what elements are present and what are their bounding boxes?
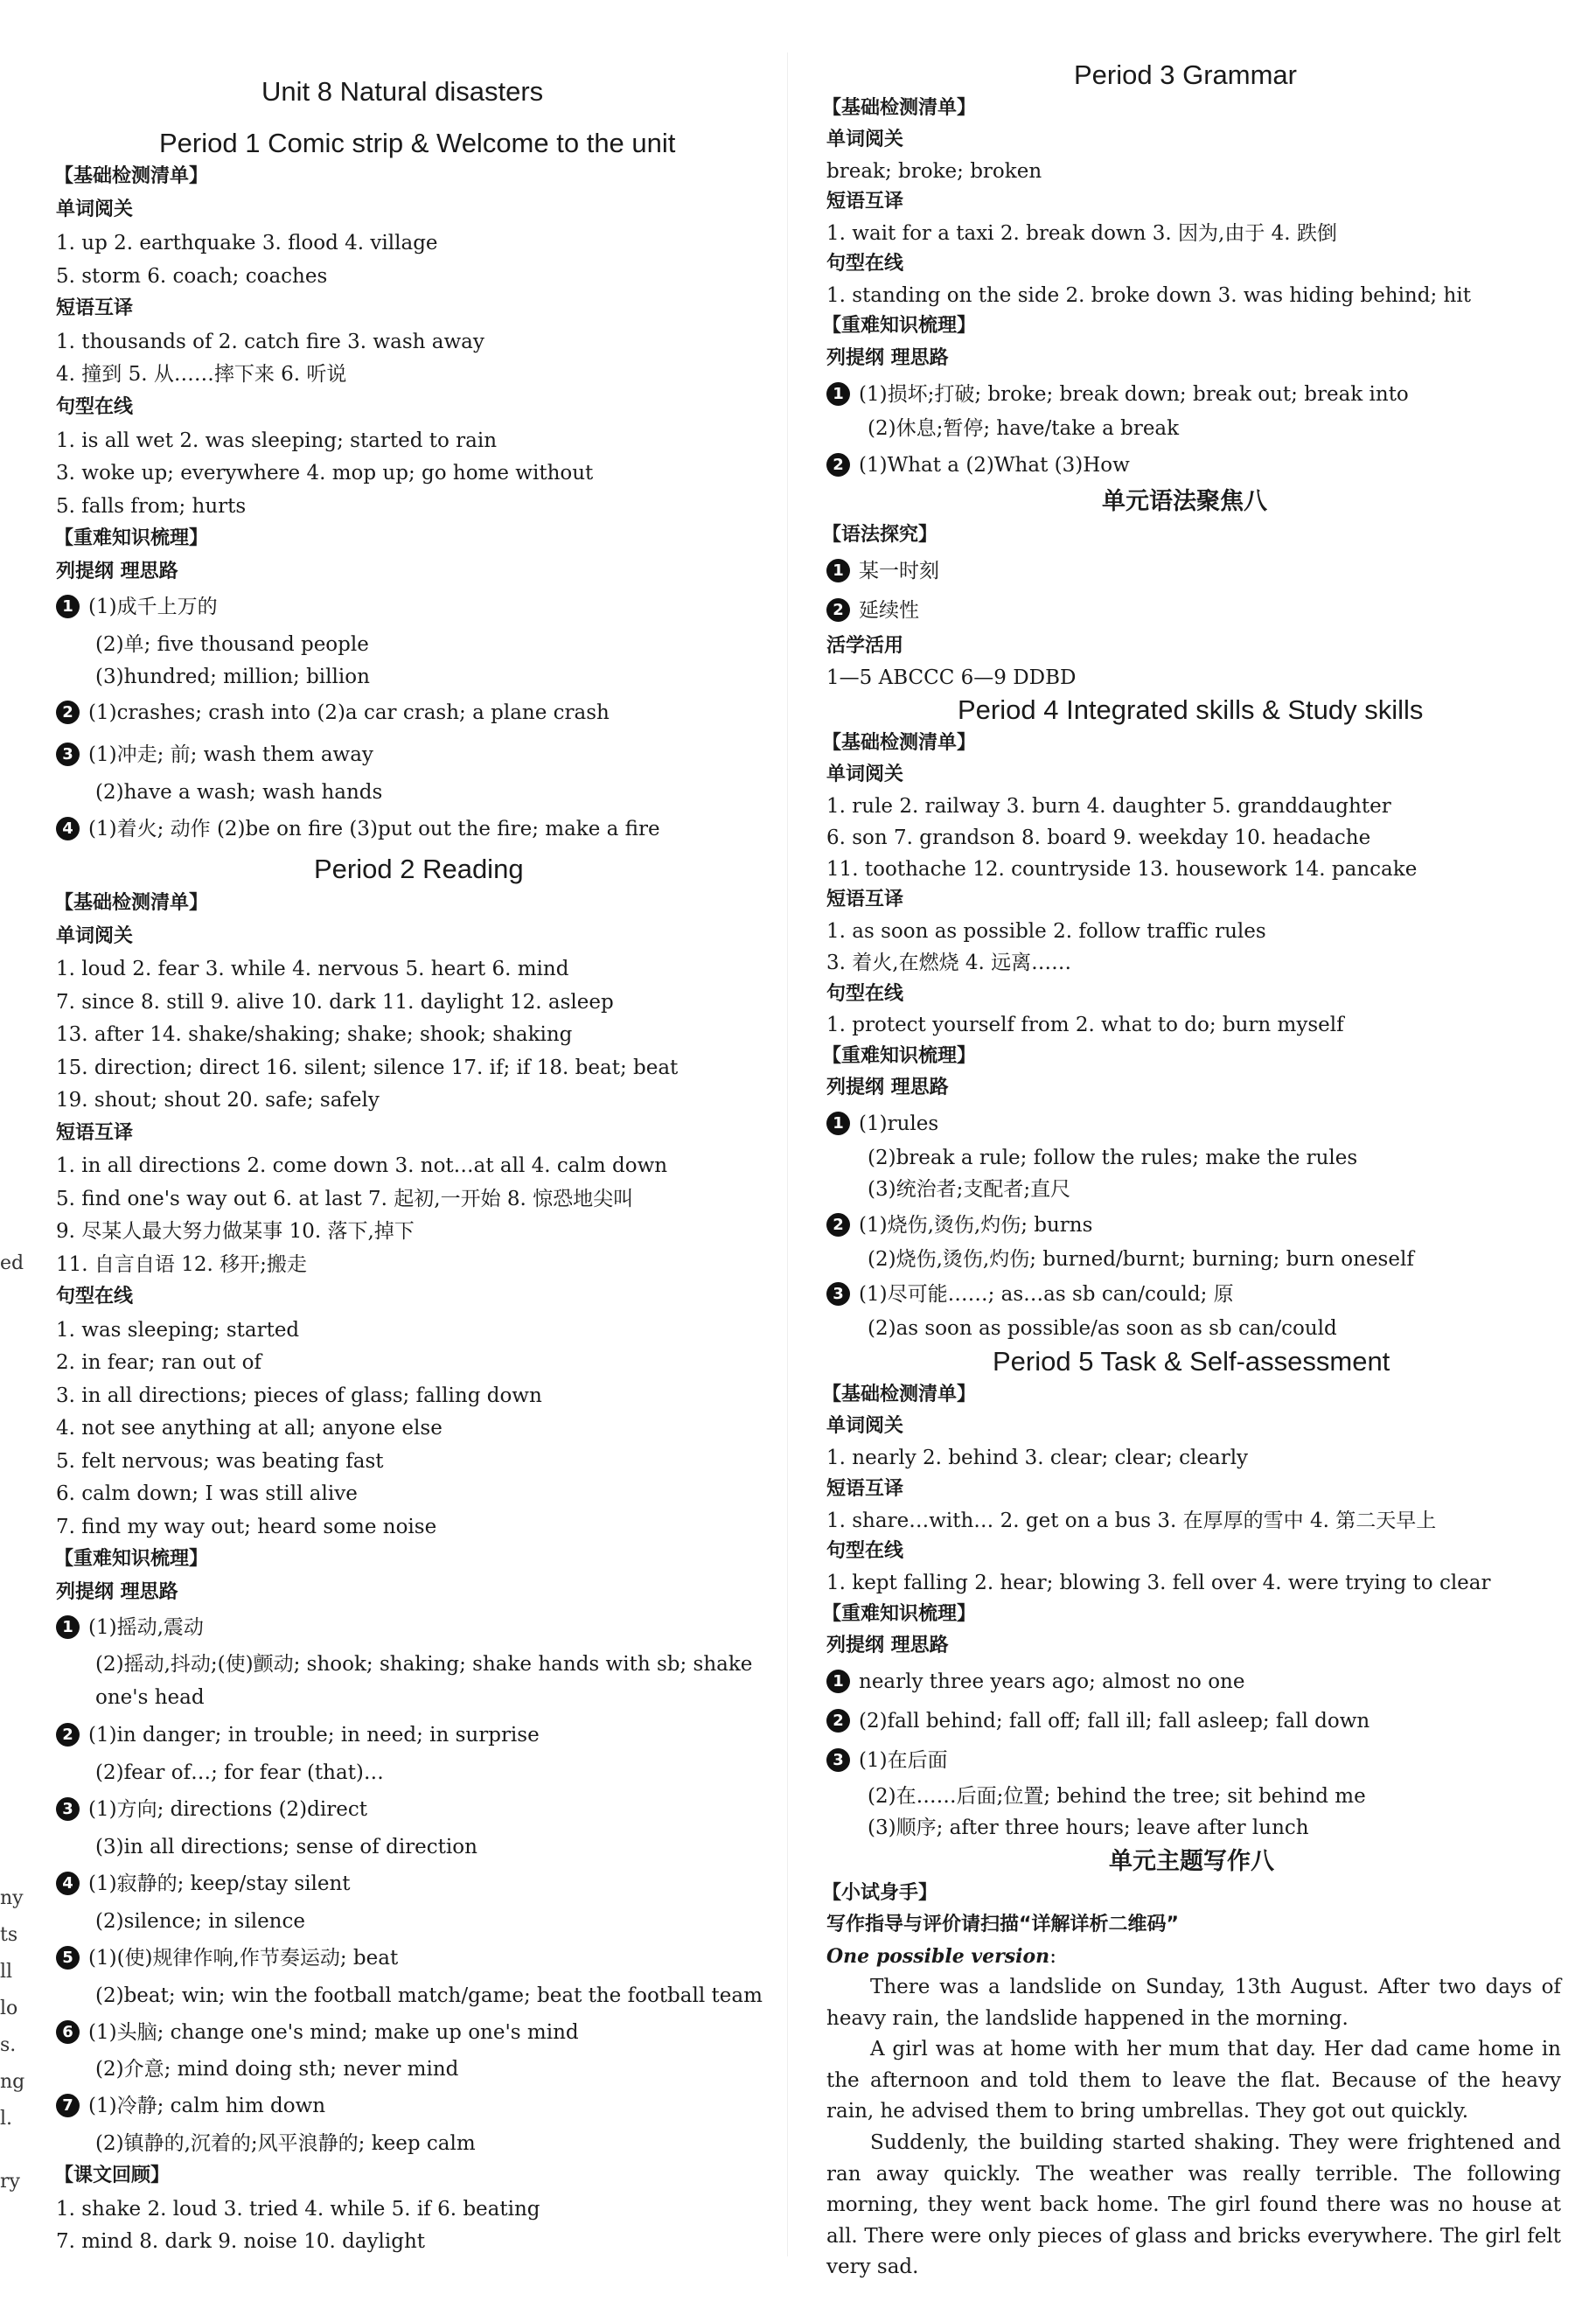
answer-line <box>826 1281 1234 1307</box>
subsection-heading: 短语互译 <box>56 297 134 319</box>
answer-line: 7. find my way out; heard some noise <box>56 1516 437 1538</box>
answer-line: (2)have a wash; wash hands <box>95 781 383 804</box>
number-badge: 4 <box>56 1872 80 1895</box>
essay-paragraph: A girl was at home with her mum that day. Her dad came home in the afternoon and told them to leave the flat. Because of the heavy rain, he advised them to bring umbrellas. They got out quickly. <box>826 2038 1561 2123</box>
answer-line <box>826 558 939 584</box>
answer-line: 6. calm down; I was still alive <box>56 1482 358 1505</box>
answer-line: 1. rule 2. railway 3. burn 4. daughter 5. granddaughter <box>826 795 1391 818</box>
number-badge: 5 <box>56 1946 80 1970</box>
answer-line: 5. find one's way out 6. at last 7. 起初,一开始 8. 惊恐地尖叫 <box>56 1188 634 1210</box>
answer-text: (1)crashes; crash into (2)a car crash; a plane crash <box>88 701 610 724</box>
subsection-heading: 单词阅关 <box>56 925 134 947</box>
answer-line: 19. shout; shout 20. safe; safely <box>56 1089 380 1112</box>
answer-text: (1)摇动,震动 <box>88 1616 204 1639</box>
answer-line: (3)顺序; after three hours; leave after lunch <box>868 1816 1309 1839</box>
answer-text: (1)方向; directions (2)direct <box>88 1798 367 1821</box>
answer-line <box>826 1708 1369 1734</box>
answer-line <box>56 2093 325 2119</box>
period-title: Period 3 Grammar <box>1074 59 1297 90</box>
subsection-heading: 单词阅关 <box>56 199 134 220</box>
answer-line: (2)休息;暂停; have/take a break <box>868 417 1180 440</box>
answer-text: (1)头脑; change one's mind; make up one's mind <box>88 2021 579 2044</box>
answer-line: (2)镇静的,沉着的;风平浪静的; keep calm <box>95 2132 476 2155</box>
answer-line <box>826 597 919 624</box>
answer-line: 15. direction; direct 16. silent; silence 17. if; if 18. beat; beat <box>56 1056 679 1079</box>
answer-line: 13. after 14. shake/shaking; shake; shook; shaking <box>56 1023 573 1046</box>
answer-line <box>56 1614 204 1641</box>
answer-line: 11. 自言自语 12. 移开;搬走 <box>56 1253 307 1276</box>
subsection-heading: 活学活用 <box>826 635 904 657</box>
number-badge: 1 <box>826 382 850 406</box>
section-heading: 【重难知识梳理】 <box>822 315 977 337</box>
answer-line: (2)摇动,抖动;(使)颤动; shook; shaking; shake hands with sb; shake <box>95 1653 753 1676</box>
subsection-heading: 短语互译 <box>826 1478 904 1500</box>
section-heading: 【语法探究】 <box>822 524 938 546</box>
answer-line: 6. son 7. grandson 8. board 9. weekday 10. headache <box>826 826 1371 849</box>
answer-line: 5. storm 6. coach; coaches <box>56 265 328 288</box>
column-divider <box>787 52 788 2256</box>
answer-line: 1. in all directions 2. come down 3. not…at all 4. calm down <box>56 1154 668 1177</box>
section-heading: 【基础检测清单】 <box>822 732 977 754</box>
period-title: Period 4 Integrated skills & Study skills <box>958 694 1424 725</box>
answer-text: (1)in danger; in trouble; in need; in surprise <box>88 1724 540 1747</box>
answer-line: 3. in all directions; pieces of glass; falling down <box>56 1384 542 1407</box>
number-badge: 2 <box>56 701 80 724</box>
answer-text: (1)着火; 动作 (2)be on fire (3)put out the fire; make a fire <box>88 818 660 840</box>
answer-line: 4. 撞到 5. 从……摔下来 6. 听说 <box>56 363 347 386</box>
answer-text: (2)fall behind; fall off; fall ill; fall asleep; fall down <box>859 1710 1370 1733</box>
section-title: 单元语法聚焦八 <box>1102 488 1267 515</box>
subsection-heading: 列提纲 理思路 <box>56 561 178 582</box>
writing-guide-note: 写作指导与评价请扫描“详解详析二维码” <box>826 1914 1179 1935</box>
answer-line: 1. up 2. earthquake 3. flood 4. village <box>56 232 438 255</box>
version-label-line <box>826 1943 1056 1970</box>
answer-line: 1. loud 2. fear 3. while 4. nervous 5. heart 6. mind <box>56 958 569 980</box>
answer-line: 9. 尽某人最大努力做某事 10. 落下,掉下 <box>56 1220 415 1243</box>
answer-line: (2)silence; in silence <box>95 1910 305 1933</box>
answer-text: (1)What a (2)What (3)How <box>859 454 1130 477</box>
subsection-heading: 列提纲 理思路 <box>826 1077 949 1098</box>
answer-line: (2)beat; win; win the football match/game; beat the football team <box>95 1984 763 2007</box>
version-label: One possible version <box>826 1945 1050 1968</box>
period-title: Period 2 Reading <box>314 854 524 884</box>
section-title: 单元主题写作八 <box>1109 1848 1274 1875</box>
section-heading: 【课文回顾】 <box>54 2165 171 2186</box>
essay-paragraph: There was a landslide on Sunday, 13th August. After two days of heavy rain, the landslide happened in the morning. <box>826 1976 1561 2030</box>
answer-text: (1)寂静的; keep/stay silent <box>88 1872 351 1895</box>
answer-line: 7. mind 8. dark 9. noise 10. daylight <box>56 2230 426 2253</box>
edge-fragment: s. <box>0 2034 17 2056</box>
answer-line <box>56 700 610 726</box>
answer-line: (2)break a rule; follow the rules; make the rules <box>868 1147 1358 1169</box>
answer-text: 延续性 <box>859 599 919 622</box>
answer-text: nearly three years ago; almost no one <box>859 1670 1245 1693</box>
subsection-heading: 句型在线 <box>826 1540 904 1562</box>
edge-fragment: ts <box>0 1924 18 1946</box>
answer-line: 5. falls from; hurts <box>56 495 247 518</box>
subsection-heading: 短语互译 <box>56 1122 134 1144</box>
section-heading: 【重难知识梳理】 <box>54 1548 209 1570</box>
edge-fragment: l. <box>0 2108 13 2130</box>
number-badge: 2 <box>826 1213 850 1237</box>
answer-line <box>56 1722 540 1748</box>
edge-fragment: ry <box>0 2171 20 2193</box>
answer-line: one's head <box>95 1686 205 1709</box>
answer-line: 3. 着火,在燃烧 4. 远离…… <box>826 952 1072 974</box>
section-heading: 【基础检测清单】 <box>54 165 209 187</box>
subsection-heading: 短语互译 <box>826 191 904 213</box>
answer-line: 1. wait for a taxi 2. break down 3. 因为,由于 4. 跌倒 <box>826 222 1337 245</box>
subsection-heading: 单词阅关 <box>826 764 904 785</box>
number-badge: 6 <box>56 2020 80 2044</box>
subsection-heading: 短语互译 <box>826 889 904 910</box>
answer-line <box>826 452 1130 478</box>
answer-text: (1)尽可能……; as…as sb can/could; 原 <box>859 1283 1234 1306</box>
number-badge: 7 <box>56 2094 80 2117</box>
answer-text: (1)成千上万的 <box>88 596 218 618</box>
answer-line: 1. shake 2. loud 3. tried 4. while 5. if 6. beating <box>56 2198 540 2221</box>
section-heading: 【重难知识梳理】 <box>822 1603 977 1625</box>
answer-line: 4. not see anything at all; anyone else <box>56 1417 443 1440</box>
answer-line: 1. was sleeping; started <box>56 1319 300 1342</box>
answer-line: 1. kept falling 2. hear; blowing 3. fell over 4. were trying to clear <box>826 1572 1491 1594</box>
number-badge: 3 <box>826 1748 850 1772</box>
number-badge: 2 <box>56 1723 80 1747</box>
answer-text: (1)损坏;打破; broke; break down; break out; break into <box>859 383 1409 406</box>
answer-text: (1)冲走; 前; wash them away <box>88 743 373 766</box>
answer-line: 1. share…with… 2. get on a bus 3. 在厚厚的雪中 4. 第二天早上 <box>826 1510 1437 1532</box>
answer-line: (3)in all directions; sense of direction <box>95 1836 477 1858</box>
answer-line: (3)统治者;支配者;直尺 <box>868 1178 1071 1201</box>
number-badge: 4 <box>56 817 80 840</box>
number-badge: 2 <box>826 1709 850 1733</box>
unit-title: Unit 8 Natural disasters <box>261 76 544 107</box>
number-badge: 1 <box>826 1112 850 1135</box>
answer-line: 1—5 ABCCC 6—9 DDBD <box>826 666 1077 689</box>
answer-line: (3)hundred; million; billion <box>95 666 370 688</box>
subsection-heading: 句型在线 <box>56 396 134 418</box>
answer-line: 3. woke up; everywhere 4. mop up; go home without <box>56 462 594 485</box>
answer-line <box>56 816 660 842</box>
edge-fragment: ng <box>0 2071 25 2093</box>
answer-line <box>826 1747 948 1774</box>
answer-line: 1. nearly 2. behind 3. clear; clear; clearly <box>826 1447 1249 1469</box>
answer-text: (1)烧伤,烫伤,灼伤; burns <box>859 1214 1093 1237</box>
subsection-heading: 单词阅关 <box>826 1415 904 1437</box>
answer-line: 2. in fear; ran out of <box>56 1351 262 1374</box>
answer-line: 1. is all wet 2. was sleeping; started to rain <box>56 429 498 452</box>
edge-fragment: lo <box>0 1998 18 2019</box>
answer-line <box>56 2019 579 2046</box>
period-title: Period 5 Task & Self-assessment <box>993 1346 1390 1377</box>
answer-line <box>826 1212 1092 1238</box>
answer-line <box>56 742 373 768</box>
subsection-heading: 句型在线 <box>56 1286 134 1307</box>
answer-line: (2)as soon as possible/as soon as sb can/could <box>868 1317 1337 1340</box>
answer-line: 1. protect yourself from 2. what to do; burn myself <box>826 1014 1344 1036</box>
answer-line: 1. thousands of 2. catch fire 3. wash away <box>56 331 484 353</box>
answer-line <box>56 1796 367 1823</box>
edge-fragment: ed <box>0 1252 24 1274</box>
section-heading: 【重难知识梳理】 <box>54 527 209 549</box>
answer-line: (2)fear of…; for fear (that)… <box>95 1761 384 1784</box>
version-colon: : <box>1049 1945 1056 1968</box>
answer-line: 11. toothache 12. countryside 13. housework 14. pancake <box>826 858 1418 881</box>
section-heading: 【基础检测清单】 <box>822 97 977 119</box>
answer-line <box>826 1111 938 1137</box>
number-badge: 1 <box>826 1670 850 1693</box>
edge-fragment: ny <box>0 1887 24 1909</box>
answer-line: 1. as soon as possible 2. follow traffic rules <box>826 920 1266 943</box>
number-badge: 1 <box>826 559 850 582</box>
section-heading: 【小试身手】 <box>822 1882 938 1904</box>
essay-paragraph: Suddenly, the building started shaking. They were frightened and ran away quickly. The weather was really terrible. The following morning, they went back home. The girl found there was no house at all. There were only pieces of glass and bricks everywhere. The girl felt very sad. <box>826 2131 1561 2278</box>
answer-line: (2)单; five thousand people <box>95 633 369 656</box>
answer-line: break; broke; broken <box>826 160 1042 183</box>
number-badge: 3 <box>826 1282 850 1306</box>
section-heading: 【基础检测清单】 <box>822 1384 977 1405</box>
answer-line: 5. felt nervous; was beating fast <box>56 1450 384 1473</box>
answer-line <box>56 594 218 620</box>
answer-line: (2)烧伤,烫伤,灼伤; burned/burnt; burning; burn oneself <box>868 1248 1414 1271</box>
number-badge: 1 <box>56 1615 80 1639</box>
number-badge: 1 <box>56 595 80 618</box>
subsection-heading: 列提纲 理思路 <box>56 1581 178 1603</box>
answer-line <box>826 1669 1244 1695</box>
subsection-heading: 单词阅关 <box>826 129 904 150</box>
section-heading: 【基础检测清单】 <box>54 892 209 914</box>
answer-line <box>56 1871 351 1897</box>
section-heading: 【重难知识梳理】 <box>822 1045 977 1067</box>
answer-line: (2)在……后面;位置; behind the tree; sit behind me <box>868 1785 1366 1808</box>
number-badge: 3 <box>56 743 80 766</box>
number-badge: 3 <box>56 1797 80 1821</box>
answer-line <box>826 381 1409 408</box>
edge-fragment: ll <box>0 1961 13 1983</box>
subsection-heading: 列提纲 理思路 <box>826 347 949 369</box>
answer-text: (1)在后面 <box>859 1749 948 1772</box>
answer-text: (1)冷静; calm him down <box>88 2095 326 2117</box>
subsection-heading: 句型在线 <box>826 983 904 1005</box>
answer-line: 1. standing on the side 2. broke down 3. was hiding behind; hit <box>826 284 1471 307</box>
answer-text: (1)(使)规律作响,作节奏运动; beat <box>88 1947 399 1970</box>
number-badge: 2 <box>826 453 850 477</box>
answer-line: 7. since 8. still 9. alive 10. dark 11. daylight 12. asleep <box>56 991 614 1014</box>
subsection-heading: 列提纲 理思路 <box>826 1635 949 1656</box>
period-title: Period 1 Comic strip & Welcome to the unit <box>159 128 676 158</box>
answer-line: (2)介意; mind doing sth; never mind <box>95 2058 459 2081</box>
subsection-heading: 句型在线 <box>826 253 904 275</box>
answer-text: 某一时刻 <box>859 560 939 582</box>
number-badge: 2 <box>826 598 850 622</box>
answer-text: (1)rules <box>859 1112 939 1135</box>
answer-line <box>56 1945 398 1971</box>
